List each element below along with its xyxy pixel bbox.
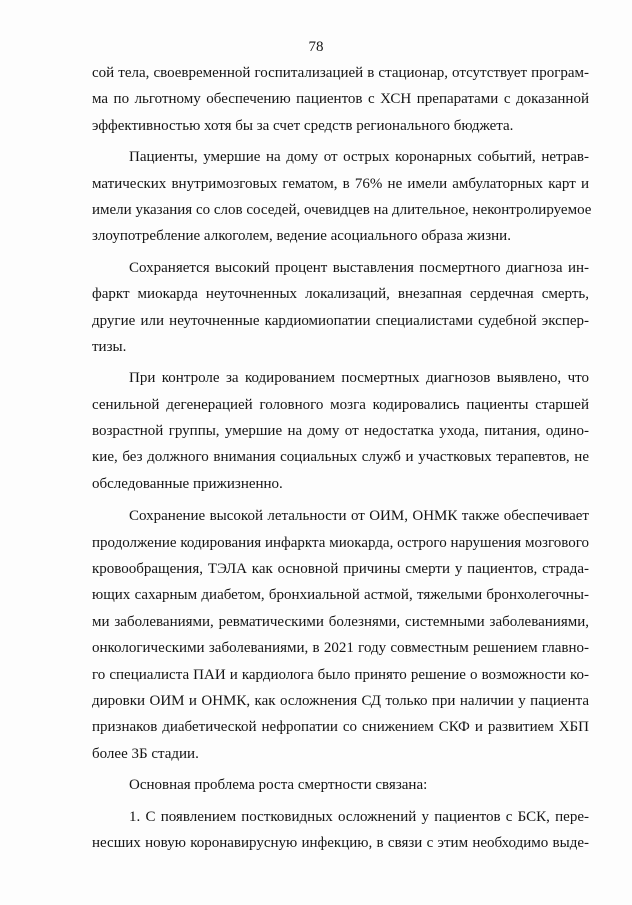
text-line: другие или неуточненные кардиомиопатии специалистами судебной экспер- bbox=[92, 312, 589, 329]
text-line: Основная проблема роста смертности связана: bbox=[129, 777, 428, 794]
text-line: признаков диабетической нефропатии со снижением СКФ и развитием ХБП bbox=[92, 719, 589, 736]
text-line: более 3Б стадии. bbox=[92, 745, 199, 762]
text-line: кровообращения, ТЭЛА как основной причины смерти у пациентов, страда- bbox=[92, 561, 589, 578]
text-line: обследованные прижизненно. bbox=[92, 475, 283, 492]
text-line: сой тела, своевременной госпитализацией в стационар, отсутствует програм- bbox=[92, 65, 589, 81]
text-line: продолжение кодирования инфаркта миокарда, острого нарушения мозгового bbox=[92, 534, 589, 551]
text-line: матических внутримозговых гематом, в 76% не имели амбулаторных карт и bbox=[92, 175, 589, 192]
text-line: ми заболеваниями, ревматическими болезнями, системными заболеваниями, bbox=[92, 613, 589, 630]
paragraph bbox=[92, 365, 589, 497]
text-line: го специалиста ПАИ и кардиолога было принято решение о возможности ко- bbox=[92, 666, 589, 683]
paragraph bbox=[92, 60, 589, 139]
text-line: имели указания со слов соседей, очевидцев на длительное, неконтролируемое bbox=[92, 201, 592, 218]
text-line: фаркт миокарда неуточненных локализаций, внезапная сердечная смерть, bbox=[92, 286, 589, 303]
text-line: Сохранение высокой летальности от ОИМ, ОНМК также обеспечивает bbox=[129, 508, 589, 525]
text-line: кие, без должного внимания социальных служб и участковых терапевтов, не bbox=[92, 449, 589, 466]
paragraph bbox=[92, 503, 589, 767]
paragraph bbox=[92, 804, 589, 857]
page-number: 78 bbox=[308, 39, 324, 55]
text-line: дировки ОИМ и ОНМК, как осложнения СД только при наличии у пациента bbox=[92, 692, 589, 709]
text-line: злоупотребление алкоголем, ведение асоциального образа жизни. bbox=[92, 228, 511, 245]
text-line: ющих сахарным диабетом, бронхиальной астмой, тяжелыми бронхолегочны- bbox=[92, 587, 589, 604]
text-line: 1. С появлением постковидных осложнений у пациентов с БСК, пере- bbox=[129, 808, 589, 825]
text-line: Сохраняется высокий процент выставления посмертного диагноза ин- bbox=[129, 259, 589, 276]
text-line: возрастной группы, умершие на дому от недостатка ухода, питания, одино- bbox=[92, 423, 589, 440]
text-line: онкологическими заболеваниями, в 2021 году совместным решением главно- bbox=[92, 640, 589, 657]
paragraph bbox=[92, 144, 592, 250]
document-body bbox=[92, 60, 592, 856]
text-line: ма по льготному обеспечению пациентов с ХСН препаратами с доказанной bbox=[92, 91, 589, 108]
paragraph bbox=[92, 772, 589, 798]
text-line: сенильной дегенерацией головного мозга кодировались пациенты старшей bbox=[92, 396, 589, 413]
text-line: несших новую коронавирусную инфекцию, в связи с этим необходимо выде- bbox=[92, 834, 589, 851]
text-line: Пациенты, умершие на дому от острых коронарных событий, нетрав- bbox=[129, 149, 589, 166]
text-line: При контроле за кодированием посмертных диагнозов выявлено, что bbox=[129, 370, 589, 387]
paragraph bbox=[92, 255, 589, 361]
text-line: тизы. bbox=[92, 338, 127, 355]
text-line: эффективностью хотя бы за счет средств регионального бюджета. bbox=[92, 117, 514, 134]
